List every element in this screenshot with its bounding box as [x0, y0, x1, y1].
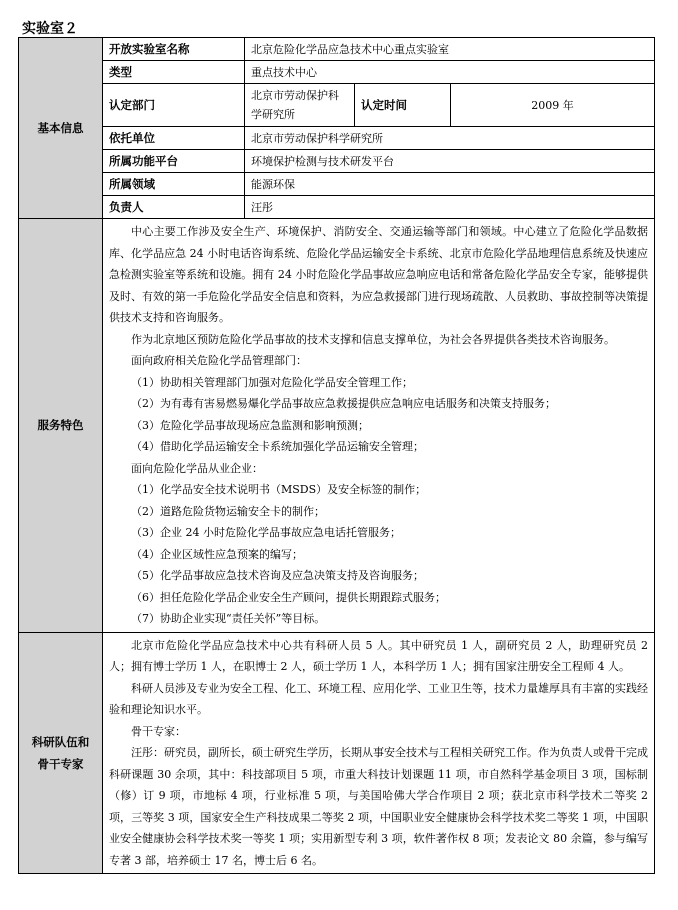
paragraph: 中心主要工作涉及安全生产、环境保护、消防安全、交通运输等部门和领域。中心建立了危险化学品数据库、化学品应急 24 小时电话咨询系统、危险化学品运输安全卡系统、北京市危险化学品地理信息系统及快速应急检测实验室等系统和设施。拥有 24 小时危险化学品事故应急响应电话和常备危险化学品安全专家，能够提供及时、有效的第一手危险化学品安全信息和资料，为应急救援部门进行现场疏散、人员救助、事故控制等决策提供技术支持和咨询服务。: [109, 225, 649, 324]
table-row: [19, 61, 655, 84]
paragraph: 科研人员涉及专业为安全工程、化工、环境工程、应用化学、工业卫生等，技术力量雄厚具有丰富的实践经验和理论知识水平。: [109, 681, 649, 716]
paragraph: （3）危险化学品事故现场应急监测和影响预测；: [131, 418, 369, 432]
platform-value: 环境保护检测与技术研发平台: [245, 150, 655, 173]
dept-value: 北京市劳动保护科学研究所: [245, 84, 355, 127]
time-value: 2009 年: [451, 84, 655, 127]
time-label: 认定时间: [355, 84, 451, 127]
paragraph: 骨干专家：: [131, 724, 186, 738]
paragraph: 作为北京地区预防危险化学品事故的技术支撑和信息支撑单位，为社会各界提供各类技术咨询服务。: [131, 332, 615, 346]
table-row: [19, 127, 655, 150]
paragraph: （2）为有毒有害易燃易爆化学品事故应急救援提供应急响应电话服务和决策支持服务；: [131, 397, 556, 410]
paragraph: （7）协助企业实现“责任关怀”等目标。: [131, 612, 326, 625]
name-label: 开放实验室名称: [103, 38, 245, 61]
page-title: 实验室２: [22, 21, 78, 37]
paragraph: （5）化学品事故应急技术咨询及应急决策支持及咨询服务；: [131, 569, 424, 582]
type-value: 重点技术中心: [245, 61, 655, 84]
org-label: 依托单位: [103, 127, 245, 150]
table-row: [19, 173, 655, 196]
section-team-line1: 科研队伍和: [31, 734, 90, 749]
lab-info-table: [18, 37, 655, 874]
type-label: 类型: [103, 61, 245, 84]
org-value: 北京市劳动保护科学研究所: [245, 127, 655, 150]
team-content: [103, 632, 655, 874]
name-value: 北京危险化学品应急技术中心重点实验室: [245, 38, 655, 61]
paragraph: 面向政府相关危险化学品管理部门：: [131, 354, 307, 367]
paragraph: （1）协助相关管理部门加强对危险化学品安全管理工作；: [131, 375, 413, 389]
table-row: [19, 84, 655, 127]
paragraph: （4）借助化学品运输安全卡系统加强化学品运输安全管理；: [131, 440, 424, 453]
paragraph: （1）化学品安全技术说明书（MSDS）及安全标签的制作；: [131, 483, 427, 496]
section-team: [19, 632, 103, 874]
paragraph: 北京市危险化学品应急技术中心共有科研人员 5 人。其中研究员 1 人，副研究员 2 人，助理研究员 2 人；拥有博士学历 1 人，在职博士 2 人，硕士学历 1 人，本科学历 1 人；拥有国家注册安全工程师 4 人。: [109, 638, 649, 673]
paragraph: （6）担任危险化学品企业安全生产顾问，提供长期跟踪式服务；: [131, 590, 446, 604]
paragraph: 汪彤：研究员，副所长，硕士研究生学历，长期从事安全技术与工程相关研究工作。作为负责人或骨干完成科研课题 30 余项，其中：科技部项目 5 项，市重大科技计划课题 11 项，市自然科学基金项目 3 项，国标制（修）订 9 项，市地标 4 项，行业标准 5 项，与美国哈佛大学合作项目 2 项；获北京市科学技术二等奖 2 项，三等奖 3 项，国家安全生产科技成果二等奖 2 项，中国职业安全健康协会科学技术奖二等奖 1 项，中国职业安全健康协会科学技术奖一等奖 1 项；实用新型专利 3 项，软件著作权 8 项；发表论文 80 余篇，参与编写专著 3 部，培养硕士 17 名，博士后 6 名。: [109, 746, 649, 867]
section-team-line2: 骨干专家: [37, 756, 84, 771]
paragraph: （4）企业区域性应急预案的编写；: [131, 547, 303, 561]
section-basic-info: 基本信息: [19, 38, 103, 219]
table-row: [19, 219, 655, 633]
table-row: [19, 150, 655, 173]
table-row: [19, 632, 655, 874]
field-label: 所属领域: [103, 173, 245, 196]
paragraph: 面向危险化学品从业企业：: [131, 461, 263, 475]
paragraph: （3）企业 24 小时危险化学品事故应急电话托管服务；: [131, 526, 401, 539]
paragraph: （2）道路危险货物运输安全卡的制作；: [131, 504, 325, 518]
head-value: 汪彤: [245, 196, 655, 219]
head-label: 负责人: [103, 196, 245, 219]
platform-label: 所属功能平台: [103, 150, 245, 173]
service-content: [103, 219, 655, 633]
table-row: [19, 196, 655, 219]
table-row: [19, 38, 655, 61]
dept-label: 认定部门: [103, 84, 245, 127]
field-value: 能源环保: [245, 173, 655, 196]
section-service: 服务特色: [19, 219, 103, 633]
